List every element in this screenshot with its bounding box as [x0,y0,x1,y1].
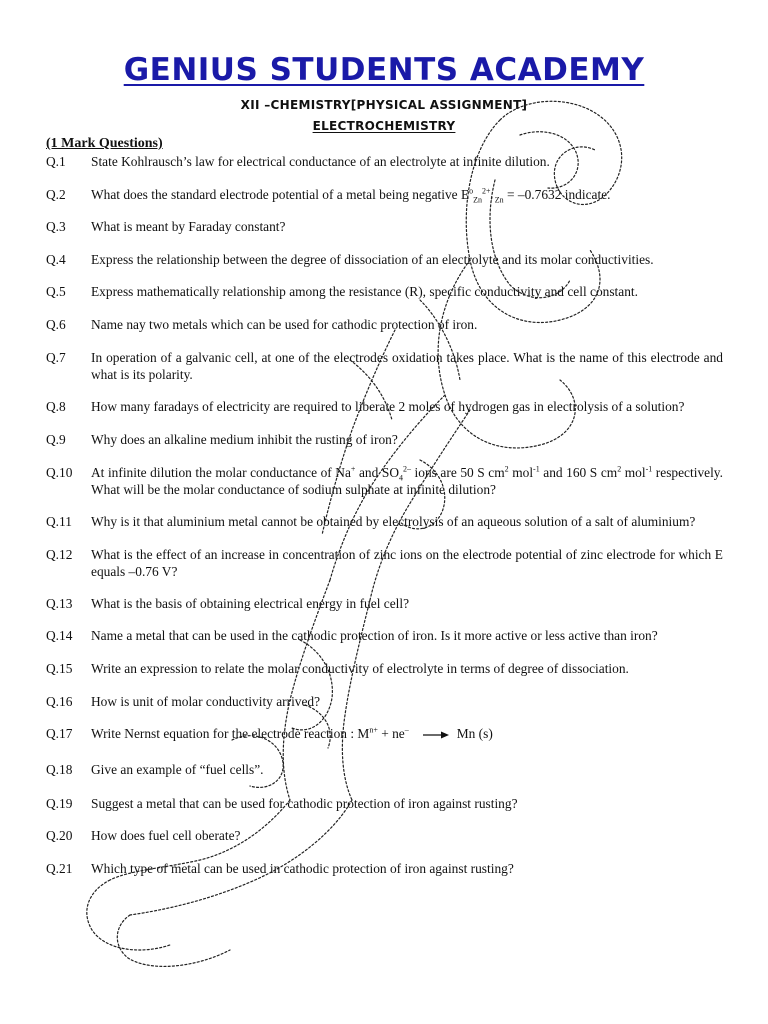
question-number: Q.17 [46,726,73,741]
question-number: Q.20 [46,828,73,843]
question-text: What is the basis of obtaining electrical energy in fuel cell? [91,596,410,611]
question-number: Q.6 [46,317,66,332]
question-text: Why does an alkaline medium inhibit the rusting of iron? [91,432,398,447]
question-number: Q.5 [46,284,66,299]
question-5 [46,283,723,300]
question-number: Q.11 [46,514,72,529]
question-text: How is unit of molar conductivity arrived? [91,694,321,709]
question-number: Q.10 [46,465,73,480]
question-number: Q.1 [46,154,66,169]
question-9 [46,431,723,448]
question-number: Q.12 [46,547,73,562]
question-2 [46,186,723,203]
question-1 [46,153,723,170]
question-text: State Kohlrausch’s law for electrical conductance of an electrolyte at infinite dilution. [91,154,550,169]
question-number: Q.15 [46,661,73,676]
reaction-arrow-icon [423,731,449,739]
question-text: Why is it that aluminium metal cannot be obtained by electrolysis of an aqueous solution of a salt of aluminium? [91,514,696,529]
question-10 [46,464,723,498]
question-7 [46,349,723,383]
question-text: Write Nernst equation for the electrode reaction : $M^{n+} + ne^-$ Mn (s) [91,725,493,741]
question-text: How does fuel cell oberate? [91,828,241,843]
question-text: What is the effect of an increase in concentration of zinc ions on the electrode potential of zinc electrode for which E equals –0.76 V? [91,547,723,579]
question-17 [46,725,723,742]
question-number: Q.14 [46,628,73,643]
question-6 [46,316,723,333]
question-text: How many faradays of electricity are required to liberate 2 moles of hydrogen gas in electrolysis of a solution? [91,399,685,414]
question-text: Name nay two metals which can be used for cathodic protection of iron. [91,317,478,332]
question-18 [46,761,723,778]
question-text: Write an expression to relate the molar conductivity of electrolyte in terms of degree of dissociation. [91,661,629,676]
question-text: Express the relationship between the degree of dissociation of an electrolyte and its molar conductivities. [91,252,654,267]
question-4 [46,251,723,268]
question-11 [46,513,723,530]
question-12 [46,546,723,580]
question-text: Give an example of “fuel cells”. [91,762,264,777]
question-3 [46,218,723,235]
question-text: Suggest a metal that can be used for cathodic protection of iron against rusting? [91,796,518,811]
question-text: Express mathematically relationship among the resistance (R), specific conductivity and cell constant. [91,284,638,299]
question-number: Q.4 [46,252,66,267]
question-16 [46,693,723,710]
question-number: Q.9 [46,432,66,447]
question-number: Q.16 [46,694,73,709]
section-heading: (1 Mark Questions) [46,136,163,151]
question-number: Q.3 [46,219,66,234]
question-text: What is meant by Faraday constant? [91,219,286,234]
question-text: In operation of a galvanic cell, at one of the electrodes oxidation takes place. What is the name of this electrode and what is its polarity. [91,350,723,382]
question-number: Q.13 [46,596,73,611]
question-20 [46,827,723,844]
question-number: Q.21 [46,861,73,876]
question-text: Name a metal that can be used in the cathodic protection of iron. Is it more active or less active than iron? [91,628,658,643]
question-text: Which type of metal can be used in cathodic protection of iron against rusting? [91,861,514,876]
academy-title: GENIUS STUDENTS ACADEMY [123,52,645,88]
question-number: Q.2 [46,187,66,202]
question-number: Q.8 [46,399,66,414]
question-number: Q.19 [46,796,73,811]
question-19 [46,795,723,812]
assignment-subtitle: XII –CHEMISTRY[PHYSICAL ASSIGNMENT] [240,98,528,112]
question-number: Q.18 [46,762,73,777]
question-number: Q.7 [46,350,66,365]
question-text: What does the standard electrode potential of a metal being negative $E^o_{Zn}^{2+}_{/ Zn} = -0.7632$ indicate. [91,186,611,205]
question-8 [46,398,723,415]
question-21 [46,860,723,877]
question-15 [46,660,723,677]
question-14 [46,627,723,644]
question-13 [46,595,723,612]
question-text: At infinite dilution the molar conductance of Na+ and $SO_4^{2-}$ ions are 50 S $cm^2$ mol$^{-1}$ and 160 S $cm^2$ mol$^{-1}$ respectively. What will be the molar conductance of sodium sulphate at infinite dilution? [91,464,723,497]
topic-title: ELECTROCHEMISTRY [312,119,456,133]
